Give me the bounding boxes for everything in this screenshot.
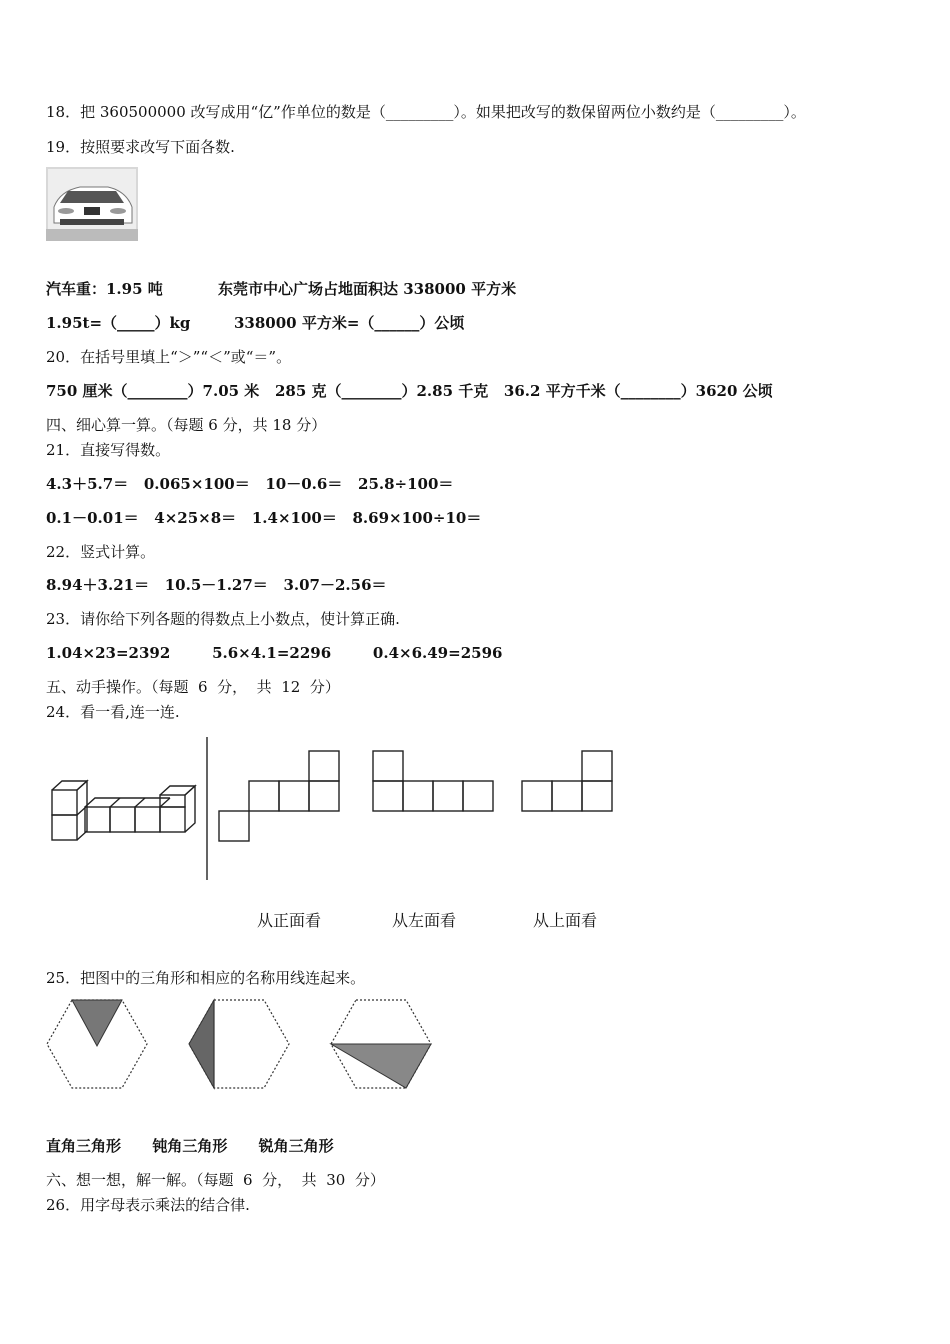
view-figure-2 [373,751,493,811]
cube-stack-figure [52,781,195,840]
hexagon-right [189,1000,289,1088]
triangle-names: 直角三角形 钝角三角形 锐角三角形 [46,1137,334,1155]
hexagon-acute [47,1000,147,1088]
view-label-front: 从正面看 [257,911,322,930]
question-25: 25．把图中的三角形和相应的名称用线连起来。 [46,969,366,987]
question-18: 18．把 360500000 改写成用“亿”作单位的数是（_________）。如果把改写的数保留两位小数约是（_________）。 [46,103,806,121]
view-figure-3 [522,751,612,811]
question-23: 23．请你给下列各题的得数点上小数点，使计算正确. [46,610,400,628]
question-19: 19．按照要求改写下面各数. [46,138,235,156]
convert-tons: 1.95t=（_____）kg [46,314,191,332]
car-image [46,167,138,241]
car-weight-text: 汽车重：1.95 吨 [46,280,163,298]
question-24: 24．看一看,连一连. [46,703,180,721]
decimal-point-row: 1.04×23=2392 5.6×4.1=2296 0.4×6.49=2596 [46,644,503,662]
views-figure [40,735,640,885]
view-label-top: 从上面看 [533,911,598,930]
calc-row-1: 4.3＋5.7＝ 0.065×100＝ 10－0.6＝ 25.8÷100＝ [46,475,454,493]
section-5-title: 五、动手操作。（每题 6 分， 共 12 分） [46,678,340,696]
question-26: 26．用字母表示乘法的结合律. [46,1196,250,1214]
question-21: 21．直接写得数。 [46,441,171,459]
square-area-text: 东莞市中心广场占地面积达 338000 平方米 [218,280,517,298]
section-6-title: 六、想一想，解一解。（每题 6 分， 共 30 分） [46,1171,385,1189]
hexagon-triangles-figure [44,998,444,1092]
view-label-left: 从左面看 [392,911,457,930]
calc-row-2: 0.1－0.01＝ 4×25×8＝ 1.4×100＝ 8.69×100÷10＝ [46,509,482,527]
convert-hectares: 338000 平方米=（______）公顷 [234,314,465,332]
question-22: 22．竖式计算。 [46,543,156,561]
hexagon-obtuse [331,1000,431,1088]
vertical-calc-row: 8.94＋3.21＝ 10.5－1.27＝ 3.07－2.56＝ [46,576,387,594]
compare-items: 750 厘米（________）7.05 米 285 克（________）2.85 千克 36.2 平方千米（________）3620 公顷 [46,382,773,400]
view-figure-1 [219,751,339,841]
section-4-title: 四、细心算一算。（每题 6 分，共 18 分） [46,416,327,434]
question-20: 20．在括号里填上“＞”“＜”或“＝”。 [46,348,292,366]
